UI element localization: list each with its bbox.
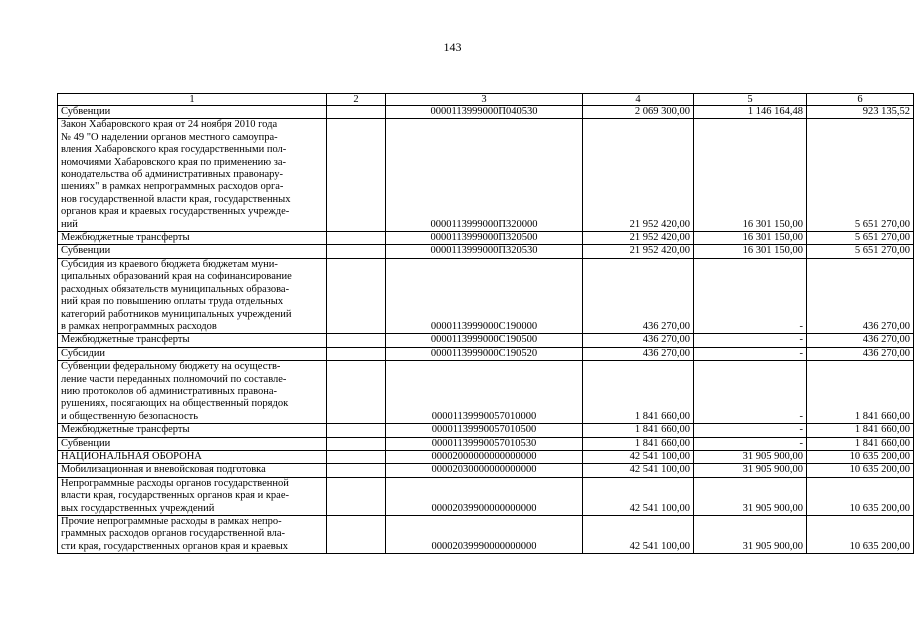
row-name-line: Непрограммные расходы органов государственной	[61, 477, 289, 489]
row-value-6-cell: 10 635 200,00	[807, 450, 914, 463]
row-code-cell: 0000113999000П320530	[386, 245, 583, 258]
row-name-line: шениях" в рамках непрограммных расходов орга-	[61, 181, 284, 193]
row-name-line: Субвенции	[61, 245, 111, 257]
row-value-4-cell: 1 841 660,00	[583, 424, 694, 437]
row-code-cell: 0000113999000П320500	[386, 232, 583, 245]
row-name-cell	[58, 119, 327, 232]
row-name-line: Межбюджетные трансферты	[61, 424, 190, 436]
row-name-line: Межбюджетные трансферты	[61, 334, 190, 346]
row-name-line: рушениях, посягающих на общественный порядок	[61, 398, 289, 410]
table-row	[58, 245, 914, 258]
row-name-cell	[58, 361, 327, 424]
row-column-2-cell	[327, 477, 386, 515]
row-code-cell: 0000113999000С190520	[386, 347, 583, 360]
row-value-4-cell: 436 270,00	[583, 334, 694, 347]
row-code-cell: 0000113999000П040530	[386, 106, 583, 119]
row-value-5-cell: -	[694, 347, 807, 360]
table-body	[58, 106, 914, 554]
table-row	[58, 437, 914, 450]
row-value-5-cell: -	[694, 258, 807, 333]
row-name-cell	[58, 258, 327, 333]
row-value-4-cell: 21 952 420,00	[583, 232, 694, 245]
row-column-2-cell	[327, 258, 386, 333]
column-header-6: 6	[807, 94, 914, 106]
row-name-cell	[58, 437, 327, 450]
row-column-2-cell	[327, 450, 386, 463]
row-name-line: Прочие непрограммные расходы в рамках непро-	[61, 516, 282, 527]
row-value-4-cell: 21 952 420,00	[583, 119, 694, 232]
column-header-3: 3	[386, 94, 583, 106]
table-row	[58, 477, 914, 515]
row-value-5-cell: 31 905 900,00	[694, 464, 807, 477]
row-column-2-cell	[327, 232, 386, 245]
column-header-1: 1	[58, 94, 327, 106]
row-column-2-cell	[327, 424, 386, 437]
row-name-cell	[58, 245, 327, 258]
row-name-line: сти края, государственных органов края и краевых	[61, 540, 289, 552]
row-code-cell: 0000113999000С190500	[386, 334, 583, 347]
row-value-6-cell: 10 635 200,00	[807, 477, 914, 515]
row-name-line: Межбюджетные трансферты	[61, 232, 190, 244]
table-row	[58, 232, 914, 245]
row-name-line: Субвенции	[61, 106, 111, 117]
row-name-line: ний	[61, 218, 78, 230]
row-value-4-cell: 42 541 100,00	[583, 516, 694, 554]
row-code-cell: 00001139990057010530	[386, 437, 583, 450]
row-value-6-cell: 5 651 270,00	[807, 232, 914, 245]
row-value-5-cell: -	[694, 424, 807, 437]
row-name-line: Субвенции федеральному бюджету на осуществ-	[61, 361, 281, 373]
row-value-5-cell: 16 301 150,00	[694, 119, 807, 232]
row-value-6-cell: 1 841 660,00	[807, 361, 914, 424]
row-name-line: нию протоколов об административных правона-	[61, 385, 278, 397]
row-value-4-cell: 42 541 100,00	[583, 464, 694, 477]
row-code-cell: 00002039900000000000	[386, 477, 583, 515]
column-header-5: 5	[694, 94, 807, 106]
row-code-cell: 00001139990057010000	[386, 361, 583, 424]
row-value-6-cell: 5 651 270,00	[807, 119, 914, 232]
table-row	[58, 450, 914, 463]
row-name-cell	[58, 424, 327, 437]
row-name-line: вления Хабаровского края государственными пол-	[61, 144, 287, 156]
row-value-6-cell: 10 635 200,00	[807, 464, 914, 477]
row-value-5-cell: 16 301 150,00	[694, 245, 807, 258]
table-row	[58, 516, 914, 554]
row-name-line: нов государственной власти края, государственных	[61, 193, 291, 205]
row-value-4-cell: 42 541 100,00	[583, 450, 694, 463]
table-row	[58, 347, 914, 360]
row-value-4-cell: 436 270,00	[583, 347, 694, 360]
row-value-5-cell: -	[694, 334, 807, 347]
row-value-6-cell: 1 841 660,00	[807, 437, 914, 450]
row-value-6-cell: 10 635 200,00	[807, 516, 914, 554]
row-column-2-cell	[327, 516, 386, 554]
row-value-5-cell: 31 905 900,00	[694, 516, 807, 554]
row-name-line: ний края по повышению оплаты труда отдельных	[61, 296, 284, 308]
row-value-6-cell: 436 270,00	[807, 258, 914, 333]
row-code-cell: 00002000000000000000	[386, 450, 583, 463]
header-row	[58, 94, 914, 106]
row-code-cell: 00002039990000000000	[386, 516, 583, 554]
row-column-2-cell	[327, 245, 386, 258]
row-value-4-cell: 436 270,00	[583, 258, 694, 333]
row-name-line: № 49 "О наделении органов местного самоупра-	[61, 131, 278, 143]
row-value-6-cell: 436 270,00	[807, 334, 914, 347]
row-name-cell	[58, 516, 327, 554]
row-value-4-cell: 1 841 660,00	[583, 361, 694, 424]
table-row	[58, 106, 914, 119]
row-value-6-cell: 923 135,52	[807, 106, 914, 119]
row-name-line: ление части переданных полномочий по составле-	[61, 373, 287, 385]
row-code-cell: 0000113999000С190000	[386, 258, 583, 333]
row-name-line: Субсидия из краевого бюджета бюджетам муни-	[61, 258, 278, 270]
row-value-6-cell: 5 651 270,00	[807, 245, 914, 258]
column-header-2: 2	[327, 94, 386, 106]
table-header	[58, 94, 914, 106]
row-name-line: Мобилизационная и вневойсковая подготовка	[61, 464, 266, 476]
row-name-line: в рамках непрограммных расходов	[61, 320, 217, 332]
table-row	[58, 334, 914, 347]
row-value-4-cell: 21 952 420,00	[583, 245, 694, 258]
row-name-line: вых государственных учреждений	[61, 502, 215, 514]
row-column-2-cell	[327, 119, 386, 232]
row-name-line: власти края, государственных органов края и крае-	[61, 490, 289, 502]
row-value-5-cell: -	[694, 437, 807, 450]
row-name-line: граммных расходов органов государственной вла-	[61, 528, 286, 540]
row-name-line: Субсидии	[61, 347, 106, 359]
row-name-line: ципальных образований края на софинансирование	[61, 271, 292, 283]
row-name-cell	[58, 464, 327, 477]
table-row	[58, 464, 914, 477]
column-header-4: 4	[583, 94, 694, 106]
row-value-5-cell: 1 146 164,48	[694, 106, 807, 119]
row-code-cell: 00001139990057010500	[386, 424, 583, 437]
row-name-line: расходных обязательств муниципальных образова-	[61, 283, 290, 295]
row-name-line: НАЦИОНАЛЬНАЯ ОБОРОНА	[61, 450, 202, 462]
row-column-2-cell	[327, 464, 386, 477]
row-name-cell	[58, 334, 327, 347]
row-column-2-cell	[327, 106, 386, 119]
row-name-cell	[58, 106, 327, 119]
row-name-line: категорий работников муниципальных учреждений	[61, 308, 292, 320]
row-name-cell	[58, 232, 327, 245]
row-name-line: и общественную безопасность	[61, 410, 199, 422]
row-value-6-cell: 1 841 660,00	[807, 424, 914, 437]
row-name-line: Закон Хабаровского края от 24 ноября 2010 года	[61, 119, 278, 131]
row-name-cell	[58, 347, 327, 360]
page-number: 143	[443, 40, 462, 54]
table-row	[58, 119, 914, 232]
row-code-cell: 00002030000000000000	[386, 464, 583, 477]
row-name-cell	[58, 450, 327, 463]
row-name-line: номочиями Хабаровского края по применению за-	[61, 156, 286, 168]
row-value-4-cell: 2 069 300,00	[583, 106, 694, 119]
table-row	[58, 361, 914, 424]
row-value-4-cell: 1 841 660,00	[583, 437, 694, 450]
row-column-2-cell	[327, 361, 386, 424]
row-value-5-cell: 16 301 150,00	[694, 232, 807, 245]
row-name-line: органов края и краевых государственных учрежде-	[61, 206, 290, 218]
table-row	[58, 258, 914, 333]
row-value-5-cell: 31 905 900,00	[694, 477, 807, 515]
row-value-5-cell: -	[694, 361, 807, 424]
row-name-cell	[58, 477, 327, 515]
row-name-line: Субвенции	[61, 437, 111, 449]
row-column-2-cell	[327, 334, 386, 347]
table-row	[58, 424, 914, 437]
row-value-4-cell: 42 541 100,00	[583, 477, 694, 515]
row-code-cell: 0000113999000П320000	[386, 119, 583, 232]
budget-table	[57, 93, 914, 554]
row-value-5-cell: 31 905 900,00	[694, 450, 807, 463]
row-column-2-cell	[327, 347, 386, 360]
row-value-6-cell: 436 270,00	[807, 347, 914, 360]
row-name-line: конодательства об административных правонару-	[61, 169, 284, 181]
row-column-2-cell	[327, 437, 386, 450]
